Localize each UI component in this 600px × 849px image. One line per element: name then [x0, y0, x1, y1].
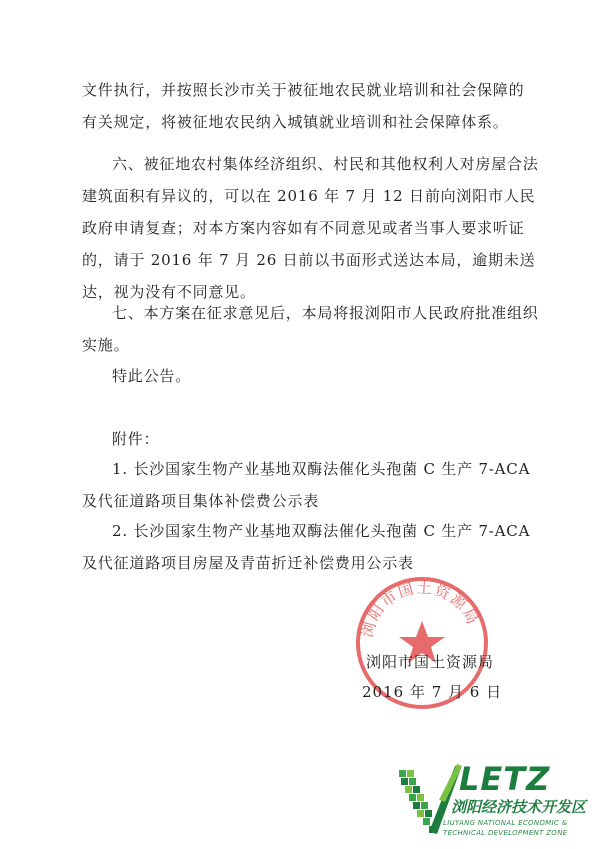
logo-title: LETZ	[459, 760, 551, 798]
logo-english-line-1: LIUYANG NATIONAL ECONOMIC &	[443, 819, 568, 827]
paragraph-six: 六、被征地农村集体经济组织、村民和其他权利人对房屋合法建筑面积有异议的，可以在 2016 年 7 月 12 日前向浏阳市人民政府申请复查；对本方案内容如有不同意见或者当事人要求听证的，请于 2016 年 7 月 26 日前以书面形式送达本局，逾期未送达，视为没有不同意见。	[82, 155, 539, 301]
text-line-1: 文件执行，并按照长沙市关于被征地农民就业培训和社会保障的	[82, 81, 525, 99]
seal-text: 浏阳市国土资源局	[357, 578, 483, 640]
logo-chinese-name: 浏阳经济技术开发区	[451, 798, 587, 816]
attachment-item-1: 1. 长沙国家生物产业基地双酶法催化头孢菌 C 生产 7-ACA 及代征道路项目集体补偿费公示表	[82, 460, 531, 510]
issue-date: 2016 年 7 月 6 日	[362, 683, 503, 701]
issuer-name: 浏阳市国土资源局	[366, 653, 495, 671]
attachments-heading: 附件：	[112, 430, 160, 448]
letz-logo	[395, 760, 595, 844]
logo-english-line-2: TECHNICAL DEVELOPMENT ZONE	[443, 829, 568, 837]
text-line-2: 有关规定，将被征地农民纳入城镇就业培训和社会保障体系。	[82, 113, 509, 131]
attachment-item-2: 2. 长沙国家生物产业基地双酶法催化头孢菌 C 生产 7-ACA 及代征道路项目房屋及青苗折迁补偿费用公示表	[82, 522, 531, 572]
paragraph-seven: 七、本方案在征求意见后，本局将报浏阳市人民政府批准组织实施。	[82, 304, 539, 354]
announcement-closing: 特此公告。	[112, 367, 192, 385]
